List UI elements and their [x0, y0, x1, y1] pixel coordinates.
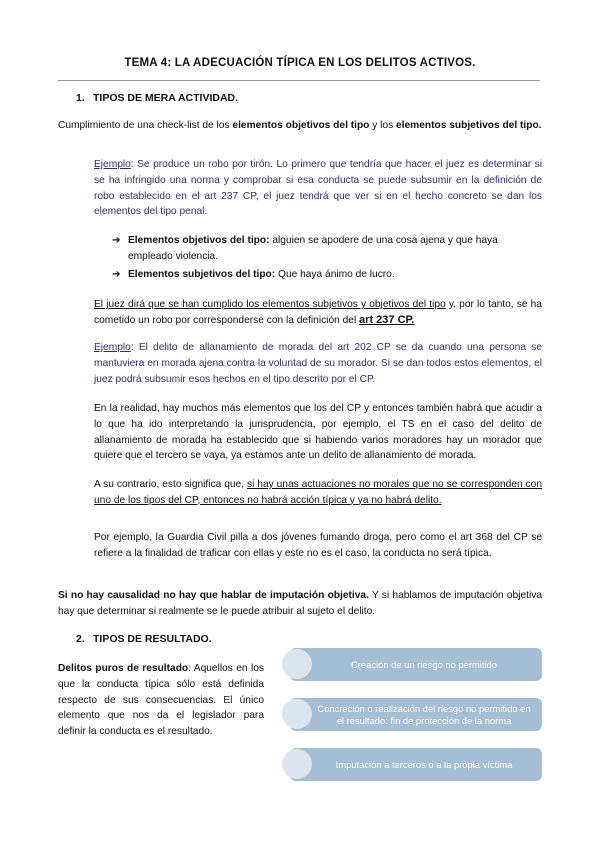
example-2-text: : El delito de allanamiento de morada del art 202 CP se da cuando una persona se mantuviera en morada ajena contra la voluntad de su morador. Si se dan todos estos elementos, el juez podrá subsumir esos hechos en el tipo descrito por el CP.	[94, 342, 542, 385]
section-1-title: TIPOS DE MERA ACTIVIDAD.	[93, 92, 239, 104]
page-title: TEMA 4: LA ADECUACIÓN TÍPICA EN LOS DELITOS ACTIVOS.	[124, 57, 476, 69]
contrary-text: A su contrario, esto significa que,	[94, 479, 247, 490]
section-2-number: 2.	[76, 633, 85, 645]
diagram-item-3: Imputación a terceros o a la propia víctima	[290, 748, 542, 781]
section-1-heading	[76, 91, 238, 107]
causality-paragraph	[58, 588, 542, 620]
diagram-item-2: Concreción o realización del riesgo no permitido en el resultado: fin de protección de la norma	[290, 698, 542, 731]
guardia-paragraph: Por ejemplo, la Guardia Civil pilla a dos jóvenes fumando droga, pero como el art 368 del CP se refiere a la finalidad de traficar con ellas y este no es el caso, la conducta no será típica.	[94, 532, 542, 559]
diagram-item-1: Creación de un riesgo no permitido	[290, 648, 542, 681]
example-1-text: : Se produce un robo por tirón. Lo primero que tendría que hacer el juez es determinar si se ha infringido una norma y comprobar si esa conducta se puede subsumir en la definición de robo establecido en el art 237 CP, el juez tendrá que ver si en el hecho concreto se dan los elementos del tipo penal.	[94, 159, 542, 218]
diagram-circle-2	[282, 699, 312, 729]
contrary-underlined: si hay unas actuaciones no morales que no se corresponden con uno de los tipos del CP, entonces no habrá acción típica y ya no habrá delito.	[94, 479, 542, 506]
causality-bold: Si no hay causalidad no hay que hablar de imputación objetiva.	[58, 590, 369, 601]
puros-bold: Delitos puros de resultado	[58, 663, 189, 674]
bullet-subjective-label: Elementos subjetivos del tipo:	[128, 269, 276, 280]
bullet-objective-text: alguien se apodere de una cosa ajena y que haya empleado violencia.	[128, 235, 498, 262]
intro-paragraph	[58, 118, 542, 134]
example-1-label: Ejemplo	[94, 159, 131, 170]
judge-paragraph	[94, 297, 542, 329]
title-divider	[58, 80, 540, 81]
diagram-circle-3	[282, 749, 312, 779]
reality-paragraph: En la realidad, hay muchos más elementos que los del CP y entonces también habrá que acudir a lo que ha ido interpretando la jurisprudencia, por ejemplo, el TS en el caso del delito de allanamiento de morada ha establecido que si habiendo varios moradores hay un morador que quiere que el tercero se vaya, ya estamos ante un delito de allanamiento de morada.	[94, 403, 542, 462]
section-2-heading	[76, 632, 212, 648]
puros-paragraph	[58, 661, 264, 740]
intro-bold-1: elementos objetivos del tipo	[232, 120, 370, 131]
bullet-objective-label: Elementos objetivos del tipo:	[128, 235, 270, 246]
diagram-circle-1	[282, 649, 312, 679]
judge-article: art 237 CP.	[359, 313, 415, 326]
judge-text: y, por lo tanto, se ha cometido un robo por corresponderse con la definición del	[94, 299, 542, 326]
intro-text-2: y los	[369, 120, 397, 131]
arrow-icon: ➔	[112, 235, 121, 246]
causality-text: Y si hablamos de imputación objetiva hay que determinar si realmente se le puede atribuir al sujeto el delito.	[58, 590, 542, 617]
example-2-paragraph	[94, 340, 542, 387]
contrary-paragraph	[94, 477, 542, 509]
section-1-number: 1.	[76, 92, 85, 104]
judge-underlined: El juez dirá que se han cumplido los elementos subjetivos y objetivos del tipo	[94, 299, 446, 310]
arrow-icon: ➔	[112, 269, 121, 280]
bullet-subjective	[112, 267, 542, 283]
intro-text-1: Cumplimiento de una check-list de los	[58, 120, 233, 131]
puros-text: : Aquellos en los que la conducta típica sólo está definida respecto de sus consecuencias. El único elemento que nos da el legislador para definir la conducta es el resultado.	[58, 663, 264, 738]
bullet-subjective-text: Que haya ánimo de lucro.	[275, 269, 395, 280]
bullet-objective	[112, 233, 542, 265]
example-2-label: Ejemplo	[94, 342, 131, 353]
example-1-paragraph	[94, 157, 542, 220]
section-2-title: TIPOS DE RESULTADO.	[93, 633, 212, 645]
intro-bold-2: elementos subjetivos del tipo.	[396, 120, 542, 131]
